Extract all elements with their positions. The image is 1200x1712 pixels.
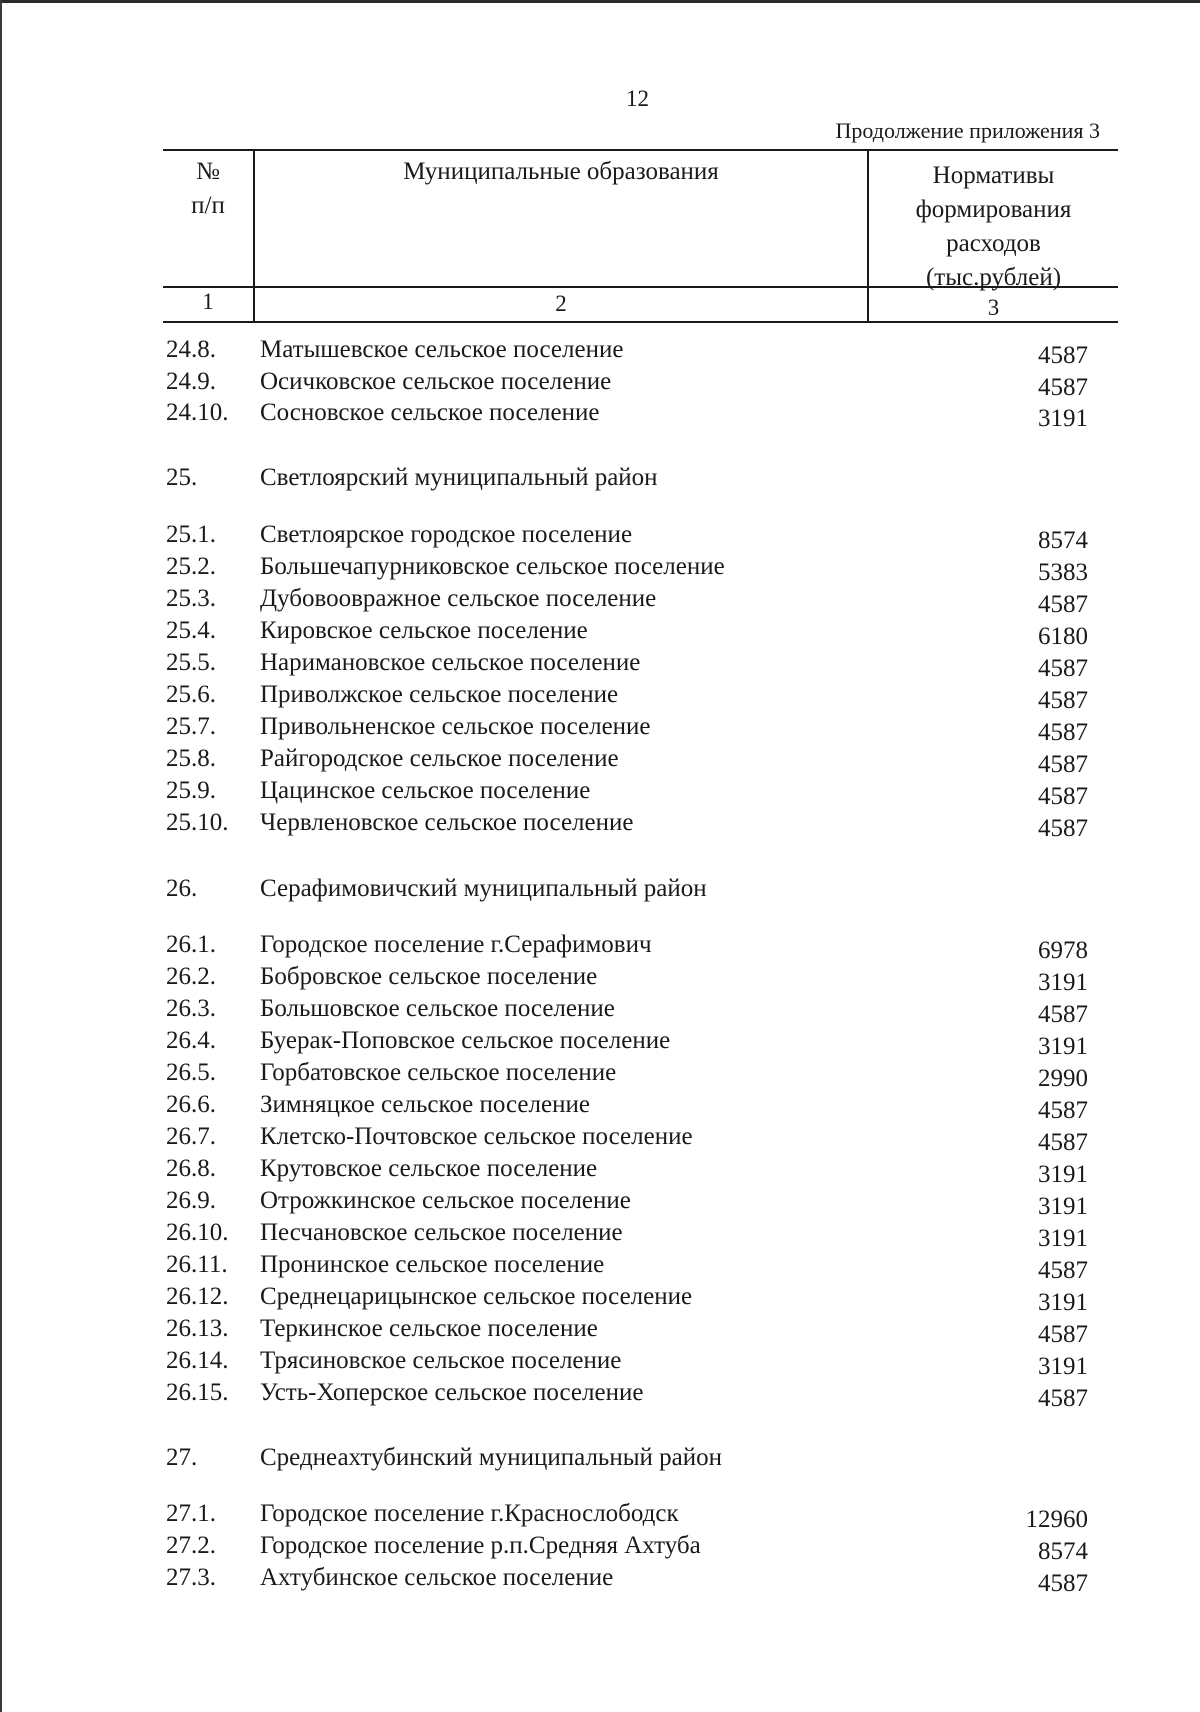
table-row: [0, 1057, 1200, 1092]
table-row: [0, 1345, 1200, 1380]
row-number: 24.9.: [166, 368, 216, 395]
row-name: Светлоярский муниципальный район: [260, 464, 658, 491]
table-row: [0, 583, 1200, 618]
row-value: 4587: [1038, 1129, 1088, 1156]
row-value: 4587: [1038, 1385, 1088, 1412]
row-name: Крутовское сельское поселение: [260, 1155, 598, 1182]
row-value: 4587: [1038, 1001, 1088, 1028]
table-row: [0, 1249, 1200, 1284]
row-name: Трясиновское сельское поселение: [260, 1347, 622, 1374]
row-value: 4587: [1038, 1321, 1088, 1348]
table-row: [0, 397, 1200, 432]
table-row: [0, 1217, 1200, 1252]
row-number: 26.10.: [166, 1219, 229, 1246]
row-number: 26.13.: [166, 1315, 229, 1342]
row-number: 26.2.: [166, 963, 216, 990]
row-value: 4587: [1038, 783, 1088, 810]
table-row: [0, 775, 1200, 810]
row-number: 25.7.: [166, 713, 216, 740]
row-number: 25.8.: [166, 745, 216, 772]
row-name: Отрожкинское сельское поселение: [260, 1187, 631, 1214]
row-number: 26.6.: [166, 1091, 216, 1118]
table-row-district: [0, 873, 1200, 905]
row-name: Городское поселение р.п.Средняя Ахтуба: [260, 1532, 701, 1559]
table-row: [0, 1185, 1200, 1220]
row-name: Дубовооврaжное сельское поселение: [260, 585, 657, 612]
row-name: Приволжское сельское поселение: [260, 681, 619, 708]
header-col3-line4: (тыс.рублей): [925, 264, 1062, 291]
row-number: 25.6.: [166, 681, 216, 708]
row-value: 3191: [1038, 1289, 1088, 1316]
row-name: Клетско-Почтовское сельское поселение: [260, 1123, 693, 1150]
row-name: Городское поселение г.Краснослободск: [260, 1500, 679, 1527]
row-name: Ахтубинское сельское поселение: [260, 1564, 614, 1591]
row-number: 26.7.: [166, 1123, 216, 1150]
row-name: Бобровское сельское поселение: [260, 963, 598, 990]
row-number: 26.3.: [166, 995, 216, 1022]
row-number: 25.2.: [166, 553, 216, 580]
row-name: Усть-Хоперское сельское поселение: [260, 1379, 644, 1406]
row-number: 26.: [166, 875, 198, 902]
table-row: [0, 1377, 1200, 1412]
header-col3-line3: расходов: [946, 230, 1041, 257]
table-row: [0, 1281, 1200, 1316]
row-name: Буерак-Поповское сельское поселение: [260, 1027, 671, 1054]
row-value: 4587: [1038, 591, 1088, 618]
row-number: 27.: [166, 1444, 198, 1471]
row-name: Песчановское сельское поселение: [260, 1219, 623, 1246]
table-row: [0, 711, 1200, 746]
row-name: Сосновское сельское поселение: [260, 399, 600, 426]
row-value: 4587: [1038, 374, 1088, 401]
row-value: 5383: [1038, 559, 1088, 586]
table-row: [0, 1498, 1200, 1533]
row-number: 26.15.: [166, 1379, 229, 1406]
row-value: 4587: [1038, 719, 1088, 746]
row-number: 26.9.: [166, 1187, 216, 1214]
row-name: Червленовское сельское поселение: [260, 809, 634, 836]
row-name: Осичковское сельское поселение: [260, 368, 612, 395]
row-name: Наримановское сельское поселение: [260, 649, 641, 676]
header-col2-number: 2: [555, 291, 567, 316]
row-number: 25.3.: [166, 585, 216, 612]
row-name: Горбатовское сельское поселение: [260, 1059, 617, 1086]
row-number: 25.1.: [166, 521, 216, 548]
row-value: 2990: [1038, 1065, 1088, 1092]
row-name: Городское поселение г.Серафимович: [260, 931, 652, 958]
table-row: [0, 647, 1200, 682]
table-row: [0, 1153, 1200, 1188]
table-row: [0, 1313, 1200, 1348]
row-value: 3191: [1038, 405, 1088, 432]
row-number: 26.8.: [166, 1155, 216, 1182]
row-value: 3191: [1038, 1193, 1088, 1220]
row-name: Среднецарицынское сельское поселение: [260, 1283, 693, 1310]
row-value: 3191: [1038, 969, 1088, 996]
table-row: [0, 519, 1200, 554]
row-value: 6180: [1038, 623, 1088, 650]
row-value: 4587: [1038, 1097, 1088, 1124]
table-row-district: [0, 462, 1200, 494]
table-row: [0, 334, 1200, 369]
table-row: [0, 961, 1200, 996]
row-number: 25.5.: [166, 649, 216, 676]
row-name: Кировское сельское поселение: [260, 617, 588, 644]
row-number: 27.3.: [166, 1564, 216, 1591]
row-number: 26.1.: [166, 931, 216, 958]
header-col1-number: 1: [202, 289, 214, 314]
row-number: 26.14.: [166, 1347, 229, 1374]
row-name: Большовское сельское поселение: [260, 995, 615, 1022]
row-value: 3191: [1038, 1161, 1088, 1188]
row-name: Матышевское сельское поселение: [260, 336, 624, 363]
row-number: 25.4.: [166, 617, 216, 644]
row-number: 27.2.: [166, 1532, 216, 1559]
row-number: 26.11.: [166, 1251, 228, 1278]
row-value: 6978: [1038, 937, 1088, 964]
header-col2-title: Муниципальные образования: [403, 158, 719, 185]
row-value: 8574: [1038, 1538, 1088, 1565]
row-value: 12960: [1025, 1506, 1088, 1533]
table-row: [0, 551, 1200, 586]
header-col3-line1: Нормативы: [932, 162, 1055, 189]
row-value: 4587: [1038, 655, 1088, 682]
table-row: [0, 1025, 1200, 1060]
table-row: [0, 615, 1200, 650]
table-row: [0, 1121, 1200, 1156]
row-name: Среднеахтубинский муниципальный район: [260, 1444, 722, 1471]
row-number: 25.10.: [166, 809, 229, 836]
row-value: 4587: [1038, 342, 1088, 369]
row-number: 25.: [166, 464, 198, 491]
row-value: 4587: [1038, 1570, 1088, 1597]
row-name: Райгородское сельское поселение: [260, 745, 619, 772]
row-name: Цацинское сельское поселение: [260, 777, 591, 804]
table-row-district: [0, 1442, 1200, 1474]
row-number: 25.9.: [166, 777, 216, 804]
table-row: [0, 1089, 1200, 1124]
row-value: 4587: [1038, 687, 1088, 714]
row-name: Привольненское сельское поселение: [260, 713, 651, 740]
table-row: [0, 679, 1200, 714]
row-value: 3191: [1038, 1353, 1088, 1380]
header-col1-line2: п/п: [191, 192, 225, 219]
table-row: [0, 993, 1200, 1028]
continuation-label: Продолжение приложения 3: [835, 118, 1100, 143]
row-value: 3191: [1038, 1225, 1088, 1252]
row-name: Зимняцкое сельское поселение: [260, 1091, 590, 1118]
table-row: [0, 743, 1200, 778]
row-number: 26.4.: [166, 1027, 216, 1054]
table-row: [0, 1530, 1200, 1565]
row-number: 26.5.: [166, 1059, 216, 1086]
row-value: 4587: [1038, 1257, 1088, 1284]
row-number: 26.12.: [166, 1283, 229, 1310]
table-row: [0, 366, 1200, 401]
row-value: 4587: [1038, 751, 1088, 778]
header-col3-line2: формирования: [915, 196, 1072, 223]
table-row: [0, 807, 1200, 842]
header-col1-line1: №: [196, 158, 220, 185]
row-value: 3191: [1038, 1033, 1088, 1060]
row-value: 8574: [1038, 527, 1088, 554]
page-number: 12: [626, 86, 649, 111]
row-name: Теркинское сельское поселение: [260, 1315, 598, 1342]
row-name: Светлоярское городское поселение: [260, 521, 633, 548]
row-number: 24.8.: [166, 336, 216, 363]
row-name: Серафимовичский муниципальный район: [260, 875, 707, 902]
row-value: 4587: [1038, 815, 1088, 842]
row-number: 24.10.: [166, 399, 229, 426]
table-row: [0, 1562, 1200, 1597]
row-number: 27.1.: [166, 1500, 216, 1527]
header-col3-number: 3: [987, 295, 1000, 320]
row-name: Пронинское сельское поселение: [260, 1251, 605, 1278]
row-name: Большечапурниковское сельское поселение: [260, 553, 725, 580]
table-row: [0, 929, 1200, 964]
